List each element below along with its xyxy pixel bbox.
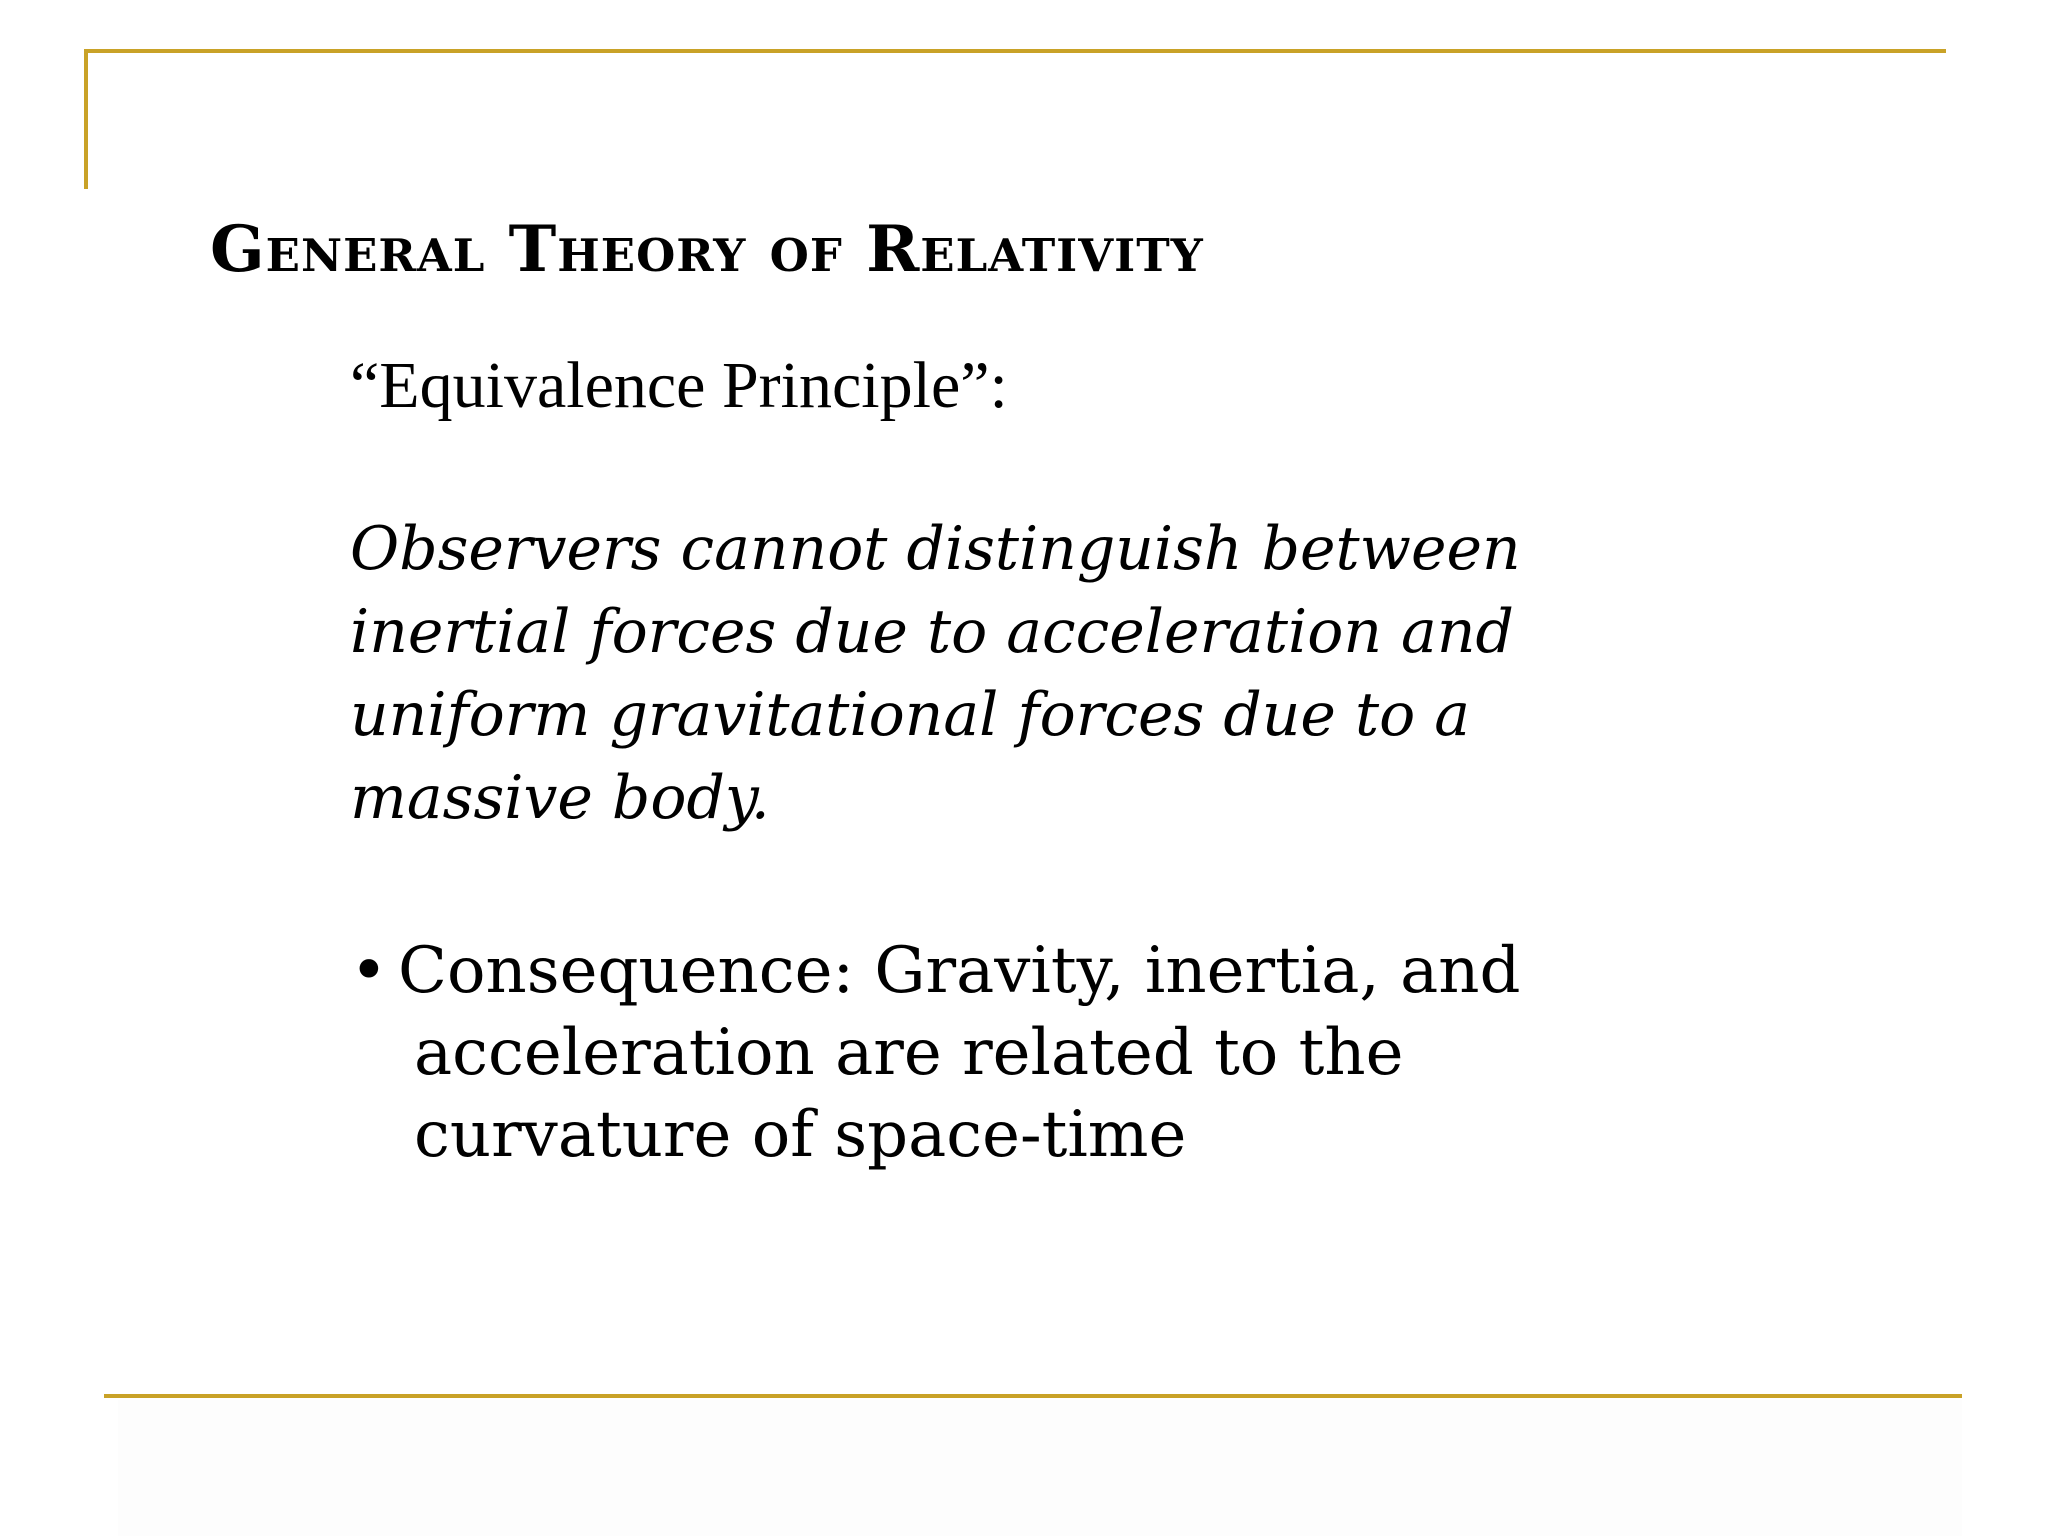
consequence-bullet — [350, 930, 1750, 1176]
principle-line: massive body. — [350, 763, 770, 833]
bullet-text-line: Consequence: Gravity, inertia, and — [398, 934, 1521, 1008]
principle-line: Observers cannot distinguish between — [350, 514, 1521, 584]
principle-line: uniform gravitational forces due to a — [350, 680, 1471, 750]
bullet-text-line: curvature of space-time — [414, 1098, 1187, 1172]
principle-line: inertial forces due to acceleration and — [350, 597, 1514, 667]
bullet-dot-icon: • — [350, 934, 388, 1008]
frame-left-rule — [84, 49, 88, 189]
slide-title: General Theory of Relativity — [210, 212, 1204, 287]
frame-top-rule — [84, 49, 1946, 53]
bullet-first-line — [350, 930, 1750, 1012]
footer-band — [118, 1400, 1962, 1536]
frame-bottom-rule — [104, 1394, 1962, 1398]
principle-statement — [350, 508, 1750, 840]
slide-content — [350, 344, 1750, 1176]
bullet-text-line: acceleration are related to the — [414, 1016, 1404, 1090]
principle-heading: “Equivalence Principle”: — [350, 349, 1008, 422]
